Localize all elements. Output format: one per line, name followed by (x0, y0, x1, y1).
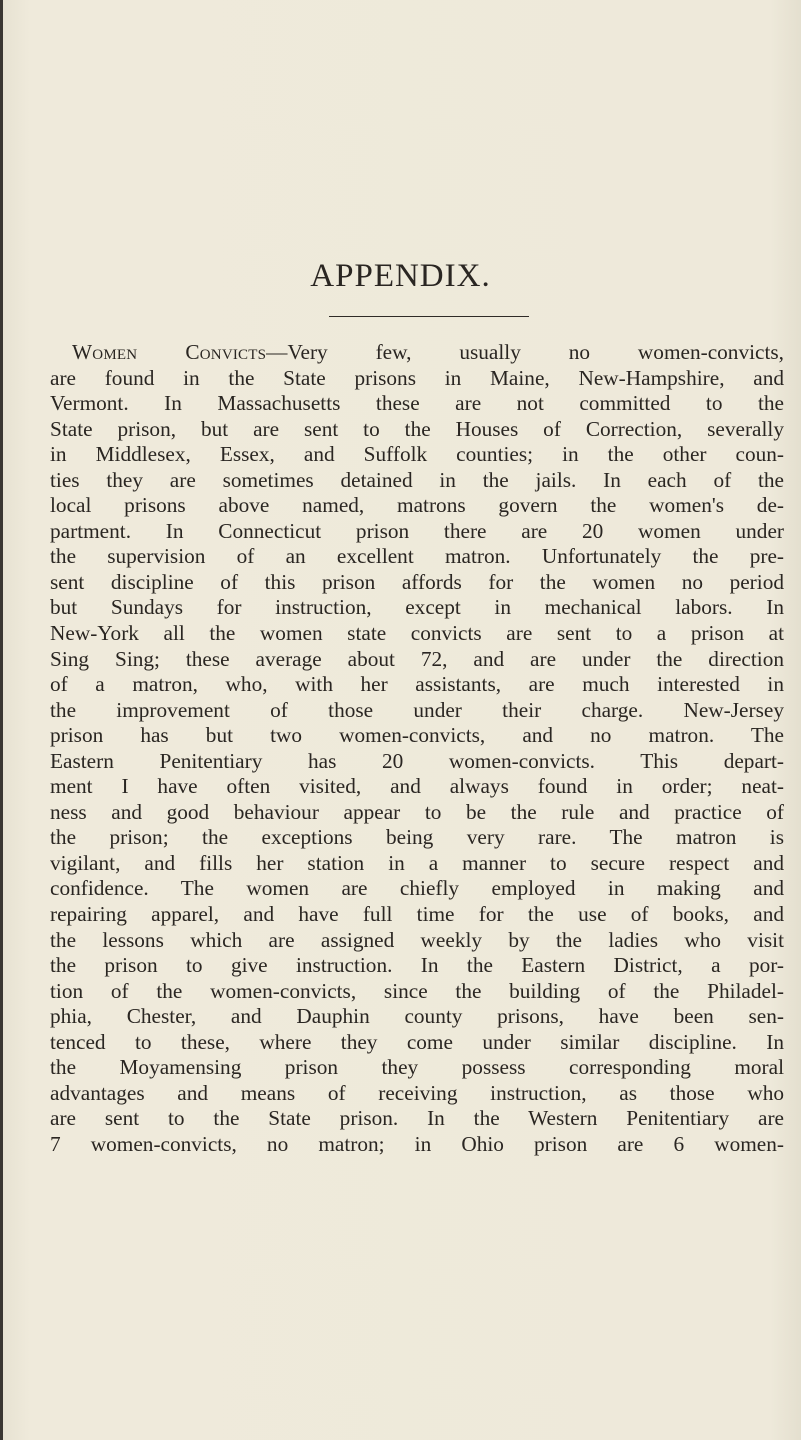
paragraph-line: confidence. The women are chiefly employed in making and (50, 876, 784, 901)
paragraph-line: phia, Chester, and Dauphin county prisons, have been sen- (50, 1004, 784, 1029)
paragraph-line: the prison; the exceptions being very rare. The matron is (50, 825, 784, 850)
lead-small-caps: Women Convicts (72, 340, 267, 364)
paragraph-line: ties they are sometimes detained in the jails. In each of the (50, 467, 784, 492)
paragraph-line: advantages and means of receiving instruction, as those who (50, 1080, 784, 1105)
paragraph-line: Sing Sing; these average about 72, and are under the direction (50, 646, 784, 671)
paragraph-line: 7 women-convicts, no matron; in Ohio prison are 6 women- (50, 1131, 784, 1156)
paragraph-line: prison has but two women-convicts, and no matron. The (50, 723, 784, 748)
paragraph-line: of a matron, who, with her assistants, are much interested in (50, 672, 784, 697)
paragraph-line: tenced to these, where they come under similar discipline. In (50, 1029, 784, 1054)
heading-rule (329, 316, 529, 317)
paragraph-line: ness and good behaviour appear to be the rule and practice of (50, 799, 784, 824)
paragraph-line: ment I have often visited, and always found in order; neat- (50, 774, 784, 799)
paragraph-line: in Middlesex, Essex, and Suffolk counties; in the other coun- (50, 442, 784, 467)
paragraph-line: repairing apparel, and have full time for the use of books, and (50, 902, 784, 927)
appendix-paragraph (50, 340, 784, 1158)
appendix-heading: APPENDIX. (310, 258, 491, 294)
paragraph-line: the improvement of those under their charge. New-Jersey (50, 697, 784, 722)
paragraph-line: State prison, but are sent to the Houses of Correction, severally (50, 416, 784, 441)
paragraph-line: vigilant, and fills her station in a manner to secure respect and (50, 850, 784, 875)
paragraph-line: but Sundays for instruction, except in mechanical labors. In (50, 595, 784, 620)
paragraph-line: the lessons which are assigned weekly by the ladies who visit (50, 927, 784, 952)
paragraph-line: New-York all the women state convicts are sent to a prison at (50, 621, 784, 646)
paragraph-line-1 (50, 340, 784, 366)
paragraph-line: tion of the women-convicts, since the building of the Philadel- (50, 978, 784, 1003)
paragraph-line: partment. In Connecticut prison there are 20 women under (50, 518, 784, 543)
paragraph-line: local prisons above named, matrons govern the women's de- (50, 493, 784, 518)
paragraph-line: sent discipline of this prison affords for the women no period (50, 569, 784, 594)
paragraph-line: are sent to the State prison. In the Western Penitentiary are (50, 1106, 784, 1131)
paragraph-line: Vermont. In Massachusetts these are not committed to the (50, 391, 784, 416)
paragraph-line: the prison to give instruction. In the Eastern District, a por- (50, 953, 784, 978)
page-gutter-edge (0, 0, 3, 1440)
paragraph-line: the Moyamensing prison they possess corresponding moral (50, 1055, 784, 1080)
lead-rest: —Very few, usually no women-convicts, (266, 340, 784, 364)
paragraph-line: are found in the State prisons in Maine, New-Hampshire, and (50, 365, 784, 390)
paragraph-line: Eastern Penitentiary has 20 women-convicts. This depart- (50, 748, 784, 773)
paragraph-line: the supervision of an excellent matron. Unfortunately the pre- (50, 544, 784, 569)
